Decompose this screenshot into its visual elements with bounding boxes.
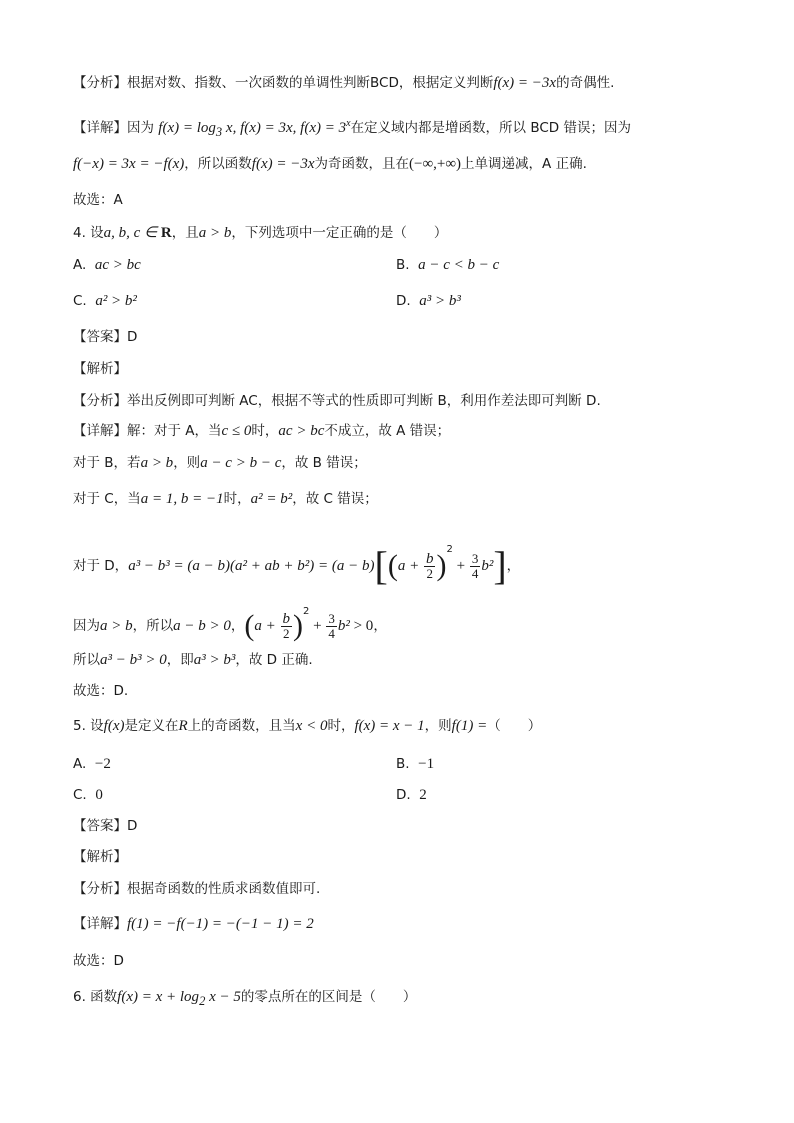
q4-jiexi: 【解析】	[73, 361, 127, 377]
analysis-tail: 的奇偶性.	[556, 75, 615, 91]
fraction: $\frac{3}{4}$	[471, 550, 479, 581]
q4-option-b: B. a − c < b − c	[396, 257, 500, 273]
q3-detail-line-1	[73, 115, 631, 141]
q4-option-a: A. ac > bc	[73, 257, 141, 273]
detail-text: 在定义域内都是增函数，所以 BCD 错误；因为	[350, 120, 631, 136]
q4-option-c: C. a² > b²	[73, 293, 137, 309]
math-expr: f(x) = −3x	[251, 156, 315, 172]
q5-answer: 【答案】D	[73, 818, 138, 834]
q4-detail-a: 【详解】解：对于 A，当c ≤ 0时，ac > bc不成立，故 A 错误；	[73, 423, 451, 439]
q5-option-a: A. −2	[73, 756, 111, 772]
q5-detail: 【详解】f(1) = −f(−1) = −(−1 − 1) = 2	[73, 916, 314, 932]
q4-detail-b: 对于 B，若a > b，则a − c > b − c，故 B 错误；	[73, 455, 367, 471]
q4-detail-c: 对于 C，当a = 1, b = −1时，a² = b²，故 C 错误；	[73, 491, 378, 507]
q5-jiexi: 【解析】	[73, 849, 127, 865]
q4-choice: 故选：D.	[73, 683, 129, 699]
q3-detail-line-2	[73, 155, 587, 173]
detail-label: 【详解】	[73, 120, 127, 136]
q4-answer: 【答案】D	[73, 329, 138, 345]
q5-choice: 故选：D	[73, 953, 124, 969]
analysis-text: 根据对数、指数、一次函数的单调性判断BCD，根据定义判断	[127, 75, 494, 91]
fraction: $\frac{b}{2}$	[425, 550, 434, 581]
q5-option-d: D. 2	[396, 787, 427, 803]
q5-stem: 5. 设f(x)是定义在R上的奇函数，且当x < 0时，f(x) = x − 1，则f(1) =（ ）	[73, 718, 542, 734]
detail-text: ，所以函数	[184, 156, 252, 172]
q4-detail-e: 因为a > b，所以a − b > 0，(a + $\frac{b}{2}$ )$^2$ + $\frac{3}{4}$ b² > 0，	[73, 606, 387, 642]
q4-option-d: D. a³ > b³	[396, 293, 461, 309]
detail-text: 因为	[127, 120, 154, 136]
detail-text: 上单调递减，A 正确.	[461, 156, 587, 172]
analysis-label: 【分析】	[73, 75, 127, 91]
q5-option-b: B. −1	[396, 756, 435, 772]
q3-analysis-line	[73, 74, 614, 92]
math-expr: (−∞,+∞)	[409, 156, 462, 172]
math-expr: f(x) = −3x	[493, 75, 557, 91]
q5-option-c: C. 0	[73, 787, 103, 803]
math-expr: $f(x) = \log_3 x$, f(x) = 3x, $f(x) = 3^x$	[158, 118, 351, 139]
q5-analysis: 【分析】根据奇函数的性质求函数值即可.	[73, 881, 321, 897]
q4-detail-d: 对于 D，a³ − b³ = (a − b)(a² + ab + b²) = (a − b)[(a + $\frac{b}{2}$ )$^2$ + $\frac{3}{4}$ b²]，	[73, 543, 521, 588]
detail-text: 为奇函数，且在	[314, 156, 409, 172]
q4-stem: 4. 设a, b, c ∈ R，且a > b，下列选项中一定正确的是（ ）	[73, 225, 448, 241]
q4-detail-f: 所以a³ − b³ > 0，即a³ > b³，故 D 正确.	[73, 652, 313, 668]
q3-choice: 故选：A	[73, 192, 123, 208]
math-expr: f(−x) = 3x = −f(x)	[73, 156, 185, 172]
q4-analysis: 【分析】举出反例即可判断 AC，根据不等式的性质即可判断 B，利用作差法即可判断 D.	[73, 393, 601, 409]
q6-stem: 6. 函数$f(x) = x + \log_2 x - 5$的零点所在的区间是（ ）	[73, 989, 417, 1008]
